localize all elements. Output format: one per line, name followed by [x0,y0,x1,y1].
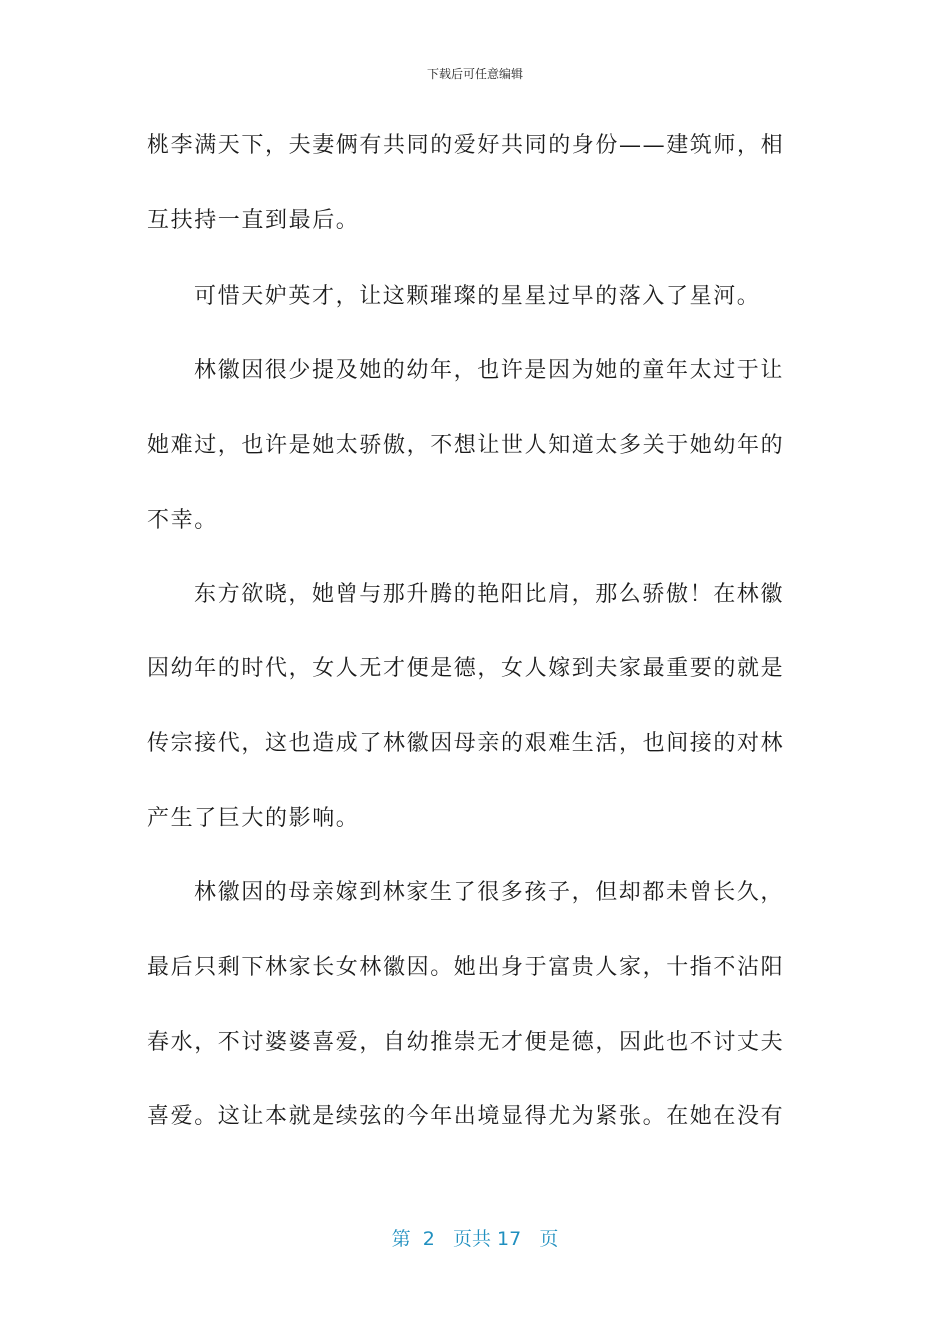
footer-prefix: 第 [391,1228,411,1250]
body-line-1: 桃李满天下，夫妻俩有共同的爱好共同的身份——建筑师，相 [147,133,785,158]
page-footer [0,1226,950,1252]
body-line-9: 传宗接代，这也造成了林徽因母亲的艰难生活，也间接的对林 [147,731,785,756]
body-line-10: 产生了巨大的影响。 [147,806,360,831]
body-line-5: 她难过，也许是她太骄傲，不想让世人知道太多关于她幼年的 [147,433,785,458]
body-line-6: 不幸。 [147,508,218,533]
footer-page-number: 2 [422,1228,435,1250]
page-header: 下载后可任意编辑 [426,67,523,81]
body-line-7: 东方欲晓，她曾与那升腾的艳阳比肩，那么骄傲！在林徽 [194,582,785,607]
footer-total-pages: 17 [497,1228,522,1250]
body-line-13: 春水，不讨婆婆喜爱，自幼推崇无才便是德，因此也不讨丈夫 [147,1030,785,1055]
footer-middle: 页共 [452,1228,491,1250]
body-line-14: 喜爱。这让本就是续弦的今年出境显得尤为紧张。在她在没有 [147,1104,785,1129]
body-line-11: 林徽因的母亲嫁到林家生了很多孩子，但却都未曾长久， [194,880,785,905]
body-line-4: 林徽因很少提及她的幼年，也许是因为她的童年太过于让 [194,358,785,383]
body-line-3: 可惜天妒英才，让这颗璀璨的星星过早的落入了星河。 [194,284,761,309]
footer-suffix: 页 [539,1228,559,1250]
body-line-12: 最后只剩下林家长女林徽因。她出身于富贵人家，十指不沾阳 [147,955,785,980]
body-line-2: 互扶持一直到最后。 [147,208,360,233]
body-line-8: 因幼年的时代，女人无才便是德，女人嫁到夫家最重要的就是 [147,656,785,681]
